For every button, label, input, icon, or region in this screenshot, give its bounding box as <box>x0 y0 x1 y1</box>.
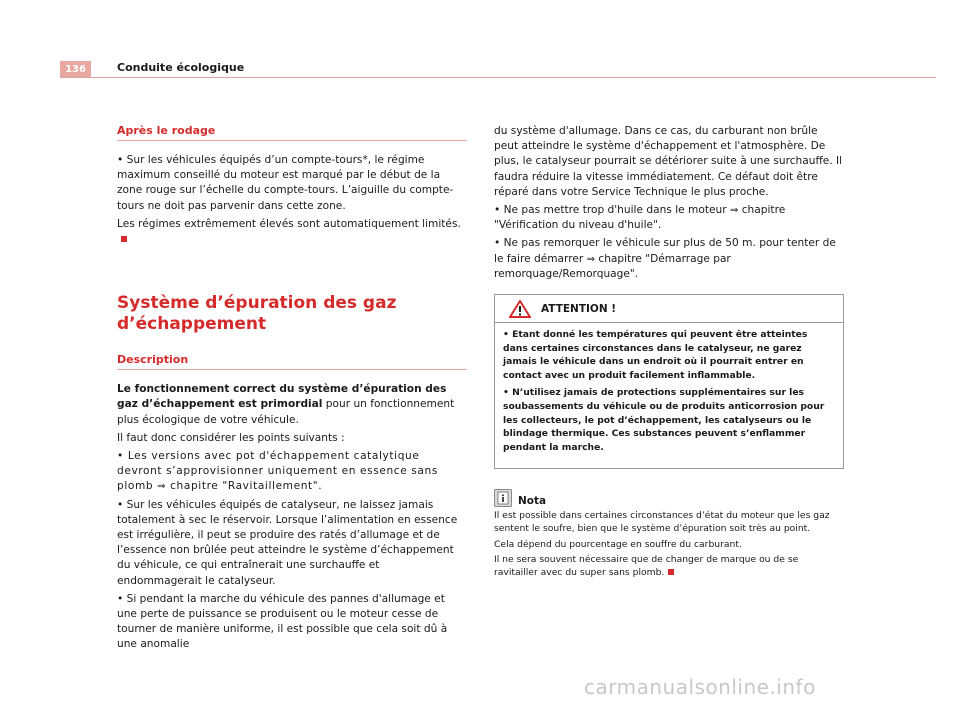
header-rule <box>60 77 936 78</box>
paragraph-text: Les régimes extrêmement élevés sont automatiquement limités. <box>117 217 461 230</box>
bullet-icon: • <box>117 498 124 511</box>
nota-title: Nota <box>518 495 547 508</box>
nota-paragraph: Il est possible dans certaines circonstances d’état du moteur que les gaz sentent le soufre, bien que le système d’épuration soit très au point. <box>494 510 830 534</box>
warning-header <box>495 295 843 323</box>
warning-item-text: N’utilisez jamais de protections supplémentaires sur les soubassements du véhicule ou de produits anticorrosion pour les collecteurs, le pot d’échappement, les catalyseurs ou le blindage thermique. Ces substances peuvent s’enflammer pendant la marche. <box>503 387 825 453</box>
arrow-right-icon: ⇒ <box>586 253 595 265</box>
watermark: carmanualsonline.info <box>584 675 816 699</box>
bullet-icon: • <box>494 204 501 217</box>
main-heading <box>117 293 467 335</box>
bullet-icon: • <box>117 154 124 166</box>
warning-title: ATTENTION ! <box>541 302 617 315</box>
bullet-text: Si pendant la marche du véhicule des pannes d'allumage et une perte de puissance se produisent ou le moteur cesse de tourner de manière uniforme, il est possible que cela soit dû à une anomalie <box>117 592 448 651</box>
chapter-reference[interactable]: chapitre "Ravitaillement". <box>170 480 323 493</box>
paragraph: Il faut donc considérer les points suivants : <box>117 431 345 444</box>
intro-bold-text: Le fonctionnement correct du système d’épuration des gaz d’échappement est primordial <box>117 383 447 411</box>
bullet-icon: • <box>503 329 509 341</box>
paragraph-bullet <box>494 236 844 282</box>
nota-header <box>494 489 844 507</box>
intro-paragraph <box>117 382 467 428</box>
arrow-right-icon: ⇒ <box>157 481 167 493</box>
paragraph-bullet <box>117 592 467 653</box>
warning-item <box>503 386 835 454</box>
bullet-text: Ne pas remorquer le véhicule sur plus de 50 m. pour tenter de le faire démarrer <box>494 237 836 265</box>
end-square-icon <box>668 569 674 575</box>
bullet-icon: • <box>494 237 501 250</box>
chapter-reference[interactable]: chapitre "Vérification du niveau d'huile". <box>494 204 786 232</box>
main-heading-line1: Système d’épuration des gaz <box>117 293 397 314</box>
bullet-text: Sur les véhicules équipés d’un compte-tours*, le régime maximum conseillé du moteur est marqué par le début de la zone rouge sur l’échelle du compte-tours. L’aiguille du compte-tours ne doit pas parvenir dans cette zone. <box>117 154 454 212</box>
paragraph-bullet <box>117 153 467 214</box>
paragraph <box>117 217 467 247</box>
section-heading-description: Description <box>117 353 467 370</box>
warning-box <box>494 294 844 469</box>
main-heading-line2: d’échappement <box>117 314 267 335</box>
note-icon <box>494 489 512 507</box>
bullet-text: Les versions avec pot d'échappement catalytique devront s’approvisionner uniquement en essence sans plomb <box>117 450 438 493</box>
nota-body <box>494 510 844 579</box>
page-title: Conduite écologique <box>117 61 245 74</box>
right-column <box>494 124 844 579</box>
bullet-text: Sur les véhicules équipés de catalyseur, ne laissez jamais totalement à sec le réservoir. Lorsque l’alimentation en essence est irrégulière, il peut se produire des ratés d’allumage et de l’essence non brûlée peut atteindre le système d’échappement du véhicule, ce qui entraînerait une surchauffe et endommagerait le catalyseur. <box>117 498 458 587</box>
warning-body <box>495 323 843 468</box>
paragraph-bullet <box>494 203 844 233</box>
nota-paragraph <box>494 554 844 579</box>
continued-paragraph: du système d'allumage. Dans ce cas, du carburant non brûle peut atteindre le système d'échappement et l'atmosphère. De plus, le catalyseur pourrait se détériorer suite à une surchauffe. Il faudra réduire la vitesse immédiatement. Ce défaut doit être réparé dans votre Service Technique le plus proche. <box>494 125 843 198</box>
nota-paragraph: Cela dépend du pourcentage en souffre du carburant. <box>494 538 742 550</box>
warning-triangle-icon <box>509 300 531 318</box>
bullet-text: Ne pas mettre trop d'huile dans le moteur <box>503 204 727 217</box>
end-square-icon <box>121 236 127 242</box>
bullet-icon: • <box>117 450 124 463</box>
warning-item <box>503 328 835 382</box>
arrow-right-icon: ⇒ <box>729 205 739 217</box>
left-column <box>117 124 467 653</box>
bullet-icon: • <box>503 387 509 399</box>
paragraph-bullet <box>117 498 467 589</box>
page-number: 136 <box>60 61 91 77</box>
intro-text: pour un fonctionnement plus écologique de votre véhicule. <box>117 398 455 426</box>
paragraph-bullet <box>117 449 467 495</box>
bullet-icon: • <box>117 592 124 605</box>
chapter-reference[interactable]: chapitre "Démarrage par remorquage/Remorquage". <box>494 252 731 280</box>
nota-text: Il ne sera souvent nécessaire que de changer de marque ou de se ravitailler avec du super sans plomb. <box>494 554 799 578</box>
section-heading-apres-rodage: Après le rodage <box>117 124 467 141</box>
warning-item-text: Etant donné les températures qui peuvent être atteintes dans certaines circonstances dans le catalyseur, ne garez jamais le véhicule dans un endroit où il pourrait entrer en contact avec un produit facilement inflammable. <box>503 329 808 381</box>
